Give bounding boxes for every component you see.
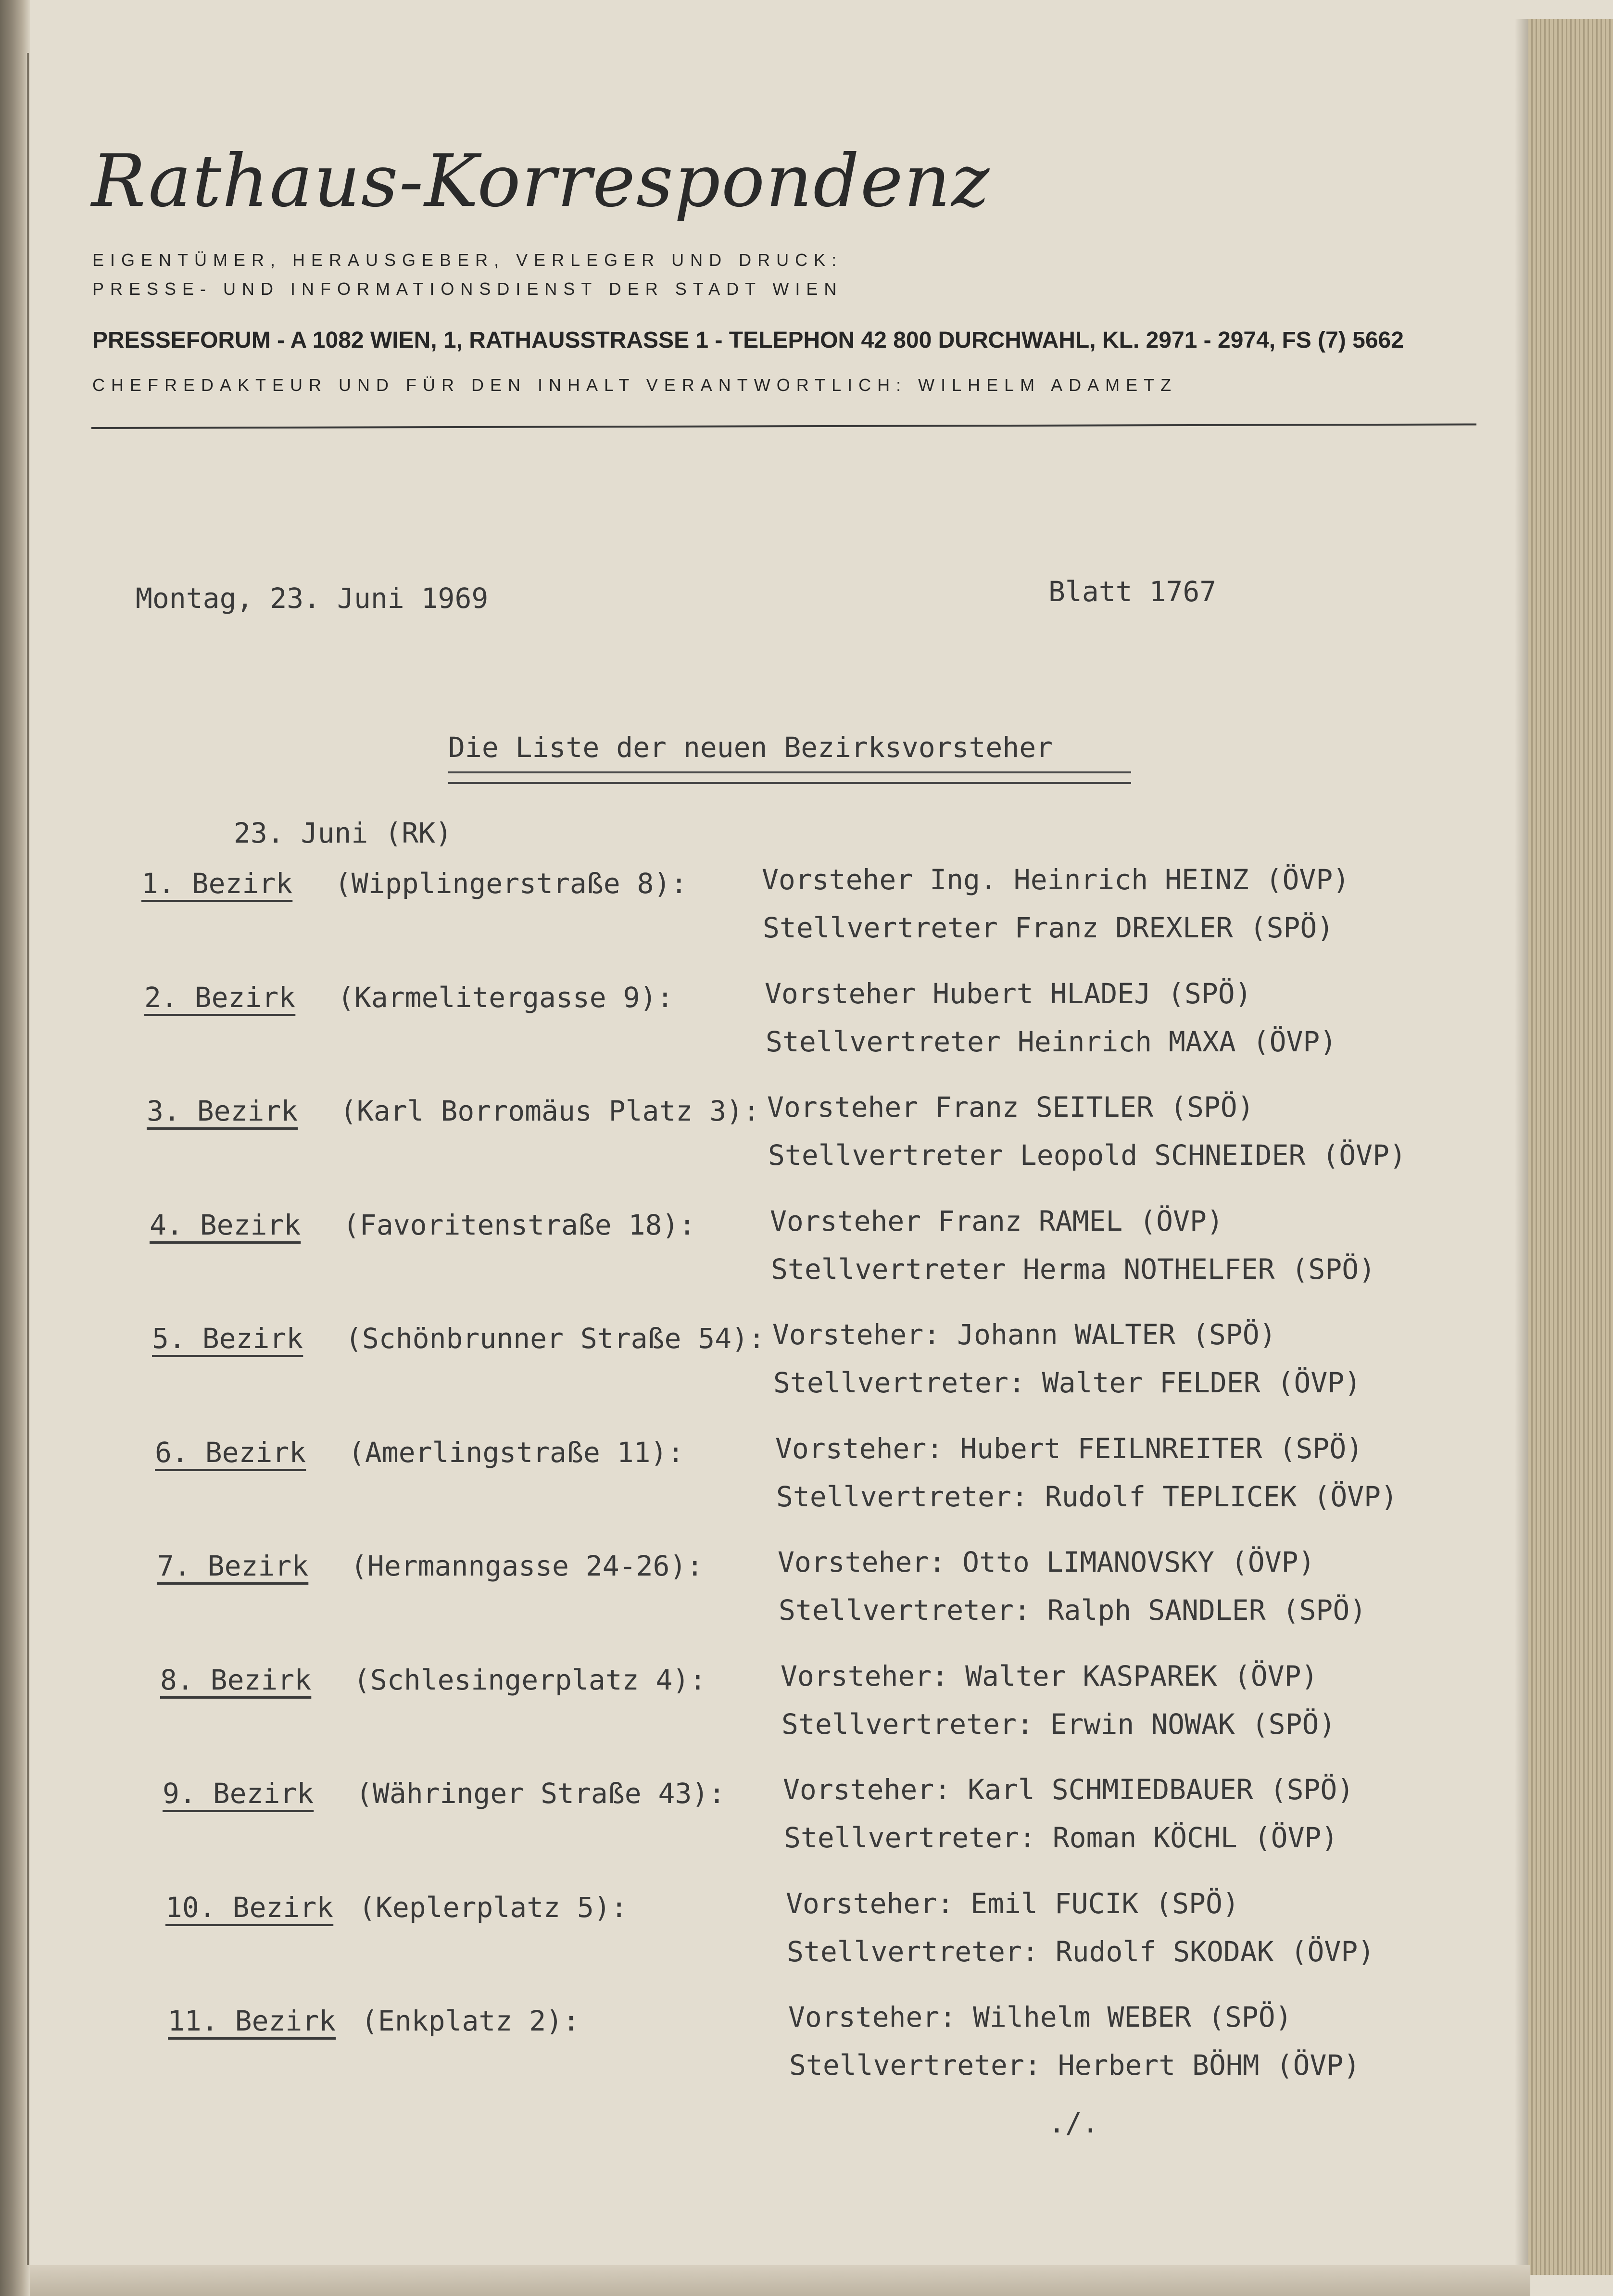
- district-deputy: Stellvertreter: Rudolf SKODAK (ÖVP): [787, 1935, 1375, 1968]
- masthead-owner-line-1: EIGENTÜMER, HERAUSGEBER, VERLEGER UND DRUCK:: [92, 250, 843, 270]
- district-address: (Karl Borromäus Platz 3):: [340, 1095, 760, 1127]
- district-deputy: Stellvertreter: Roman KÖCHL (ÖVP): [784, 1821, 1338, 1854]
- district-head: Vorsteher: Wilhelm WEBER (SPÖ): [788, 2001, 1292, 2033]
- district-head: Vorsteher: Johann WALTER (SPÖ): [772, 1318, 1276, 1351]
- district-deputy: Stellvertreter Leopold SCHNEIDER (ÖVP): [768, 1139, 1406, 1172]
- district-row: [0, 1091, 1613, 1201]
- district-row: [0, 2001, 1613, 2111]
- district-head: Vorsteher Ing. Heinrich HEINZ (ÖVP): [762, 863, 1350, 896]
- district-deputy: Stellvertreter Heinrich MAXA (ÖVP): [766, 1025, 1337, 1058]
- dateline: 23. Juni (RK): [234, 817, 452, 849]
- masthead-owner-line-2: PRESSE- UND INFORMATIONSDIENST DER STADT WIEN: [92, 279, 843, 299]
- district-deputy: Stellvertreter: Ralph SANDLER (SPÖ): [779, 1594, 1367, 1627]
- district-row: [0, 1205, 1613, 1315]
- continuation-mark: ./.: [1048, 2107, 1099, 2139]
- district-address: (Amerlingstraße 11):: [348, 1436, 684, 1469]
- district-head: Vorsteher Franz RAMEL (ÖVP): [770, 1205, 1223, 1237]
- district-name: 7. Bezirk: [157, 1550, 309, 1582]
- district-deputy: Stellvertreter Franz DREXLER (SPÖ): [763, 911, 1334, 944]
- district-address: (Schlesingerplatz 4):: [353, 1664, 706, 1696]
- masthead-address: PRESSEFORUM - A 1082 WIEN, 1, RATHAUSSTRASSE 1 - TELEPHON 42 800 DURCHWAHL, KL. 2971 - 2974, FS (7) 5662: [92, 328, 1404, 353]
- district-name: 2. Bezirk: [144, 981, 296, 1014]
- district-address: (Hermanngasse 24-26):: [351, 1550, 704, 1582]
- district-name: 5. Bezirk: [152, 1322, 303, 1355]
- district-address: (Karmelitergasse 9):: [338, 981, 674, 1014]
- district-row: [0, 1432, 1613, 1543]
- district-name: 3. Bezirk: [147, 1095, 298, 1127]
- list-title: Die Liste der neuen Bezirksvorsteher: [448, 731, 1053, 764]
- district-row: [0, 863, 1613, 974]
- district-address: (Währinger Straße 43):: [356, 1777, 726, 1810]
- district-row: [0, 1318, 1613, 1429]
- district-row: [0, 1887, 1613, 1998]
- masthead-divider: [91, 423, 1476, 429]
- district-name: 6. Bezirk: [155, 1436, 306, 1469]
- district-name: 11. Bezirk: [168, 2005, 336, 2037]
- district-head: Vorsteher: Hubert FEILNREITER (SPÖ): [775, 1432, 1363, 1465]
- district-name: 10. Bezirk: [165, 1891, 334, 1924]
- district-head: Vorsteher Franz SEITLER (SPÖ): [767, 1091, 1254, 1123]
- masthead-editor: CHEFREDAKTEUR UND FÜR DEN INHALT VERANTWORTLICH: WILHELM ADAMETZ: [92, 375, 1178, 395]
- district-address: (Enkplatz 2):: [361, 2005, 580, 2037]
- district-head: Vorsteher: Otto LIMANOVSKY (ÖVP): [778, 1546, 1315, 1578]
- district-row: [0, 1546, 1613, 1656]
- district-address: (Wipplingerstraße 8):: [335, 867, 688, 900]
- district-head: Vorsteher: Walter KASPAREK (ÖVP): [781, 1660, 1318, 1692]
- district-address: (Schönbrunner Straße 54):: [345, 1322, 765, 1355]
- district-head: Vorsteher: Emil FUCIK (SPÖ): [786, 1887, 1239, 1920]
- district-row: [0, 977, 1613, 1088]
- district-row: [0, 1660, 1613, 1770]
- district-address: (Keplerplatz 5):: [359, 1891, 628, 1924]
- document-date: Montag, 23. Juni 1969: [136, 582, 489, 615]
- district-deputy: Stellvertreter: Rudolf TEPLICEK (ÖVP): [776, 1480, 1398, 1513]
- sheet-number: Blatt 1767: [1048, 575, 1217, 608]
- masthead-title: Rathaus-Korrespondenz: [91, 139, 991, 223]
- district-deputy: Stellvertreter Herma NOTHELFER (SPÖ): [771, 1253, 1376, 1286]
- district-name: 9. Bezirk: [163, 1777, 314, 1810]
- district-head: Vorsteher Hubert HLADEJ (SPÖ): [765, 977, 1252, 1010]
- title-double-underline: [448, 771, 1131, 784]
- district-address: (Favoritenstraße 18):: [343, 1209, 696, 1241]
- district-row: [0, 1773, 1613, 1884]
- bottom-page-edge: [30, 2265, 1530, 2296]
- district-deputy: Stellvertreter: Walter FELDER (ÖVP): [773, 1366, 1361, 1399]
- district-deputy: Stellvertreter: Erwin NOWAK (SPÖ): [781, 1708, 1336, 1741]
- district-name: 8. Bezirk: [160, 1664, 312, 1696]
- district-name: 1. Bezirk: [141, 867, 293, 900]
- district-name: 4. Bezirk: [150, 1209, 301, 1241]
- district-deputy: Stellvertreter: Herbert BÖHM (ÖVP): [789, 2049, 1361, 2082]
- district-head: Vorsteher: Karl SCHMIEDBAUER (SPÖ): [783, 1773, 1354, 1806]
